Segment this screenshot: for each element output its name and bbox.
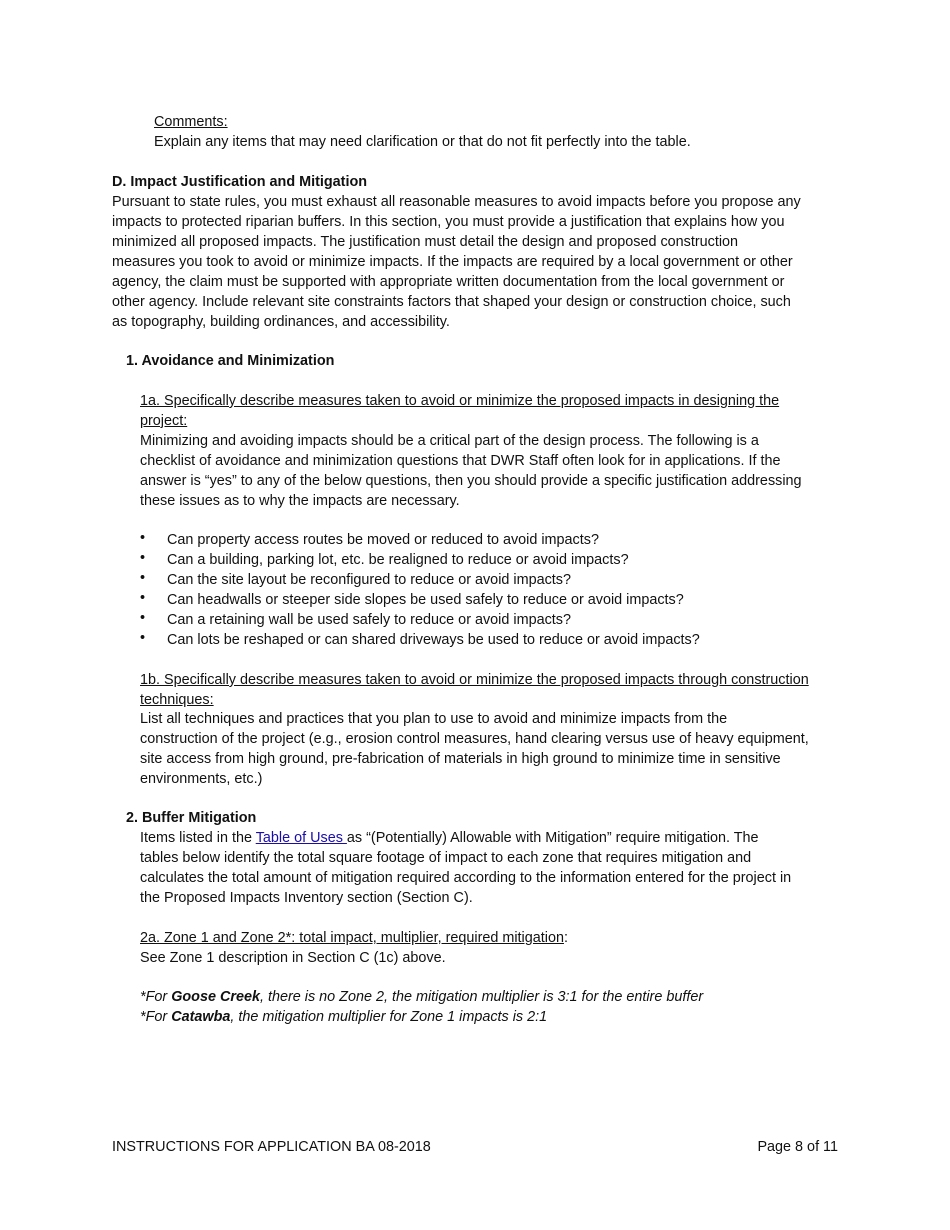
bullet-icon: •: [140, 530, 146, 546]
page-number: Page 8 of 11: [757, 1139, 838, 1155]
paragraph-1a-line: these issues as to why the impacts are necessary.: [140, 493, 460, 509]
paragraph-1b-line: List all techniques and practices that you plan to use to avoid and minimize impacts from the: [140, 711, 728, 727]
section-d-line: measures you took to avoid or minimize impacts. If the impacts are required by a local government or other: [112, 254, 793, 270]
note-text: *For: [140, 1009, 172, 1025]
section-d-line: Pursuant to state rules, you must exhaust all reasonable measures to avoid impacts before you propose any: [112, 194, 801, 210]
list-item: Can the site layout be reconfigured to reduce or avoid impacts?: [167, 572, 571, 588]
comments-text: Explain any items that may need clarification or that do not fit perfectly into the table.: [154, 134, 691, 150]
bullet-icon: •: [140, 590, 146, 606]
footer-title: INSTRUCTIONS FOR APPLICATION BA 08-2018: [112, 1139, 431, 1155]
buffer-line: tables below identify the total square footage of impact to each zone that requires mitigation and: [140, 850, 752, 866]
comments-heading: Comments:: [154, 114, 228, 130]
buffer-line: [140, 828, 870, 848]
paragraph-1b-line: site access from high ground, pre-fabrication of materials in high ground to minimize time in sensitive: [140, 751, 781, 767]
list-item: Can a building, parking lot, etc. be realigned to reduce or avoid impacts?: [167, 552, 629, 568]
list-item: Can lots be reshaped or can shared driveways be used to reduce or avoid impacts?: [167, 632, 700, 648]
list-item: Can headwalls or steeper side slopes be used safely to reduce or avoid impacts?: [167, 592, 684, 608]
section-d-line: as topography, building ordinances, and accessibility.: [112, 314, 450, 330]
question-1b: techniques:: [140, 692, 214, 708]
question-2a: 2a. Zone 1 and Zone 2*: total impact, multiplier, required mitigation: [140, 930, 564, 946]
note-text: *For: [140, 989, 172, 1005]
bullet-icon: •: [140, 570, 146, 586]
note-goose-creek: [140, 987, 870, 1007]
question-1a: project:: [140, 413, 188, 429]
avoidance-heading: 1. Avoidance and Minimization: [126, 353, 335, 369]
list-item: Can property access routes be moved or reduced to avoid impacts?: [167, 532, 599, 548]
question-2a-colon: :: [563, 930, 568, 946]
note-text: , the mitigation multiplier for Zone 1 impacts is 2:1: [230, 1009, 548, 1025]
question-2a-text: See Zone 1 description in Section C (1c) above.: [140, 950, 446, 966]
paragraph-1b-line: construction of the project (e.g., erosion control measures, hand clearing versus use of heavy equipment,: [140, 731, 809, 747]
question-1a: 1a. Specifically describe measures taken to avoid or minimize the proposed impacts in designing the: [140, 393, 780, 409]
buffer-line: the Proposed Impacts Inventory section (Section C).: [140, 890, 473, 906]
table-of-uses-link[interactable]: Table of Uses: [255, 830, 347, 846]
bullet-icon: •: [140, 630, 146, 646]
section-d-line: minimized all proposed impacts. The justification must detail the design and proposed construction: [112, 234, 739, 250]
question-1b: 1b. Specifically describe measures taken to avoid or minimize the proposed impacts through construction: [140, 672, 809, 688]
paragraph-1a-line: checklist of avoidance and minimization questions that DWR Staff often look for in applications. If the: [140, 453, 781, 469]
note-text: , there is no Zone 2, the mitigation multiplier is 3:1 for the entire buffer: [259, 989, 704, 1005]
paragraph-1a-line: answer is “yes” to any of the below questions, then you should provide a specific justification addressing: [140, 473, 802, 489]
bullet-icon: •: [140, 610, 146, 626]
section-d-line: agency, the claim must be supported with appropriate written documentation from the local government or: [112, 274, 785, 290]
section-d-line: impacts to protected riparian buffers. In this section, you must provide a justification that explains how you: [112, 214, 785, 230]
paragraph-1b-line: environments, etc.): [140, 771, 263, 787]
section-d-heading: D. Impact Justification and Mitigation: [112, 174, 368, 190]
section-d-line: other agency. Include relevant site constraints factors that shaped your design or construction choice, such: [112, 294, 791, 310]
question-2a-line: [140, 928, 870, 948]
buffer-line-text: Items listed in the: [140, 830, 256, 846]
list-item: Can a retaining wall be used safely to reduce or avoid impacts?: [167, 612, 571, 628]
note-bold: Goose Creek: [171, 989, 260, 1005]
buffer-heading: 2. Buffer Mitigation: [126, 810, 257, 826]
buffer-line: calculates the total amount of mitigation required according to the information entered for the project in: [140, 870, 792, 886]
buffer-line-text: as “(Potentially) Allowable with Mitigation” require mitigation. The: [346, 830, 759, 846]
note-catawba: [140, 1007, 870, 1027]
bullet-icon: •: [140, 550, 146, 566]
paragraph-1a-line: Minimizing and avoiding impacts should be a critical part of the design process. The following is a: [140, 433, 759, 449]
note-bold: Catawba: [171, 1009, 231, 1025]
